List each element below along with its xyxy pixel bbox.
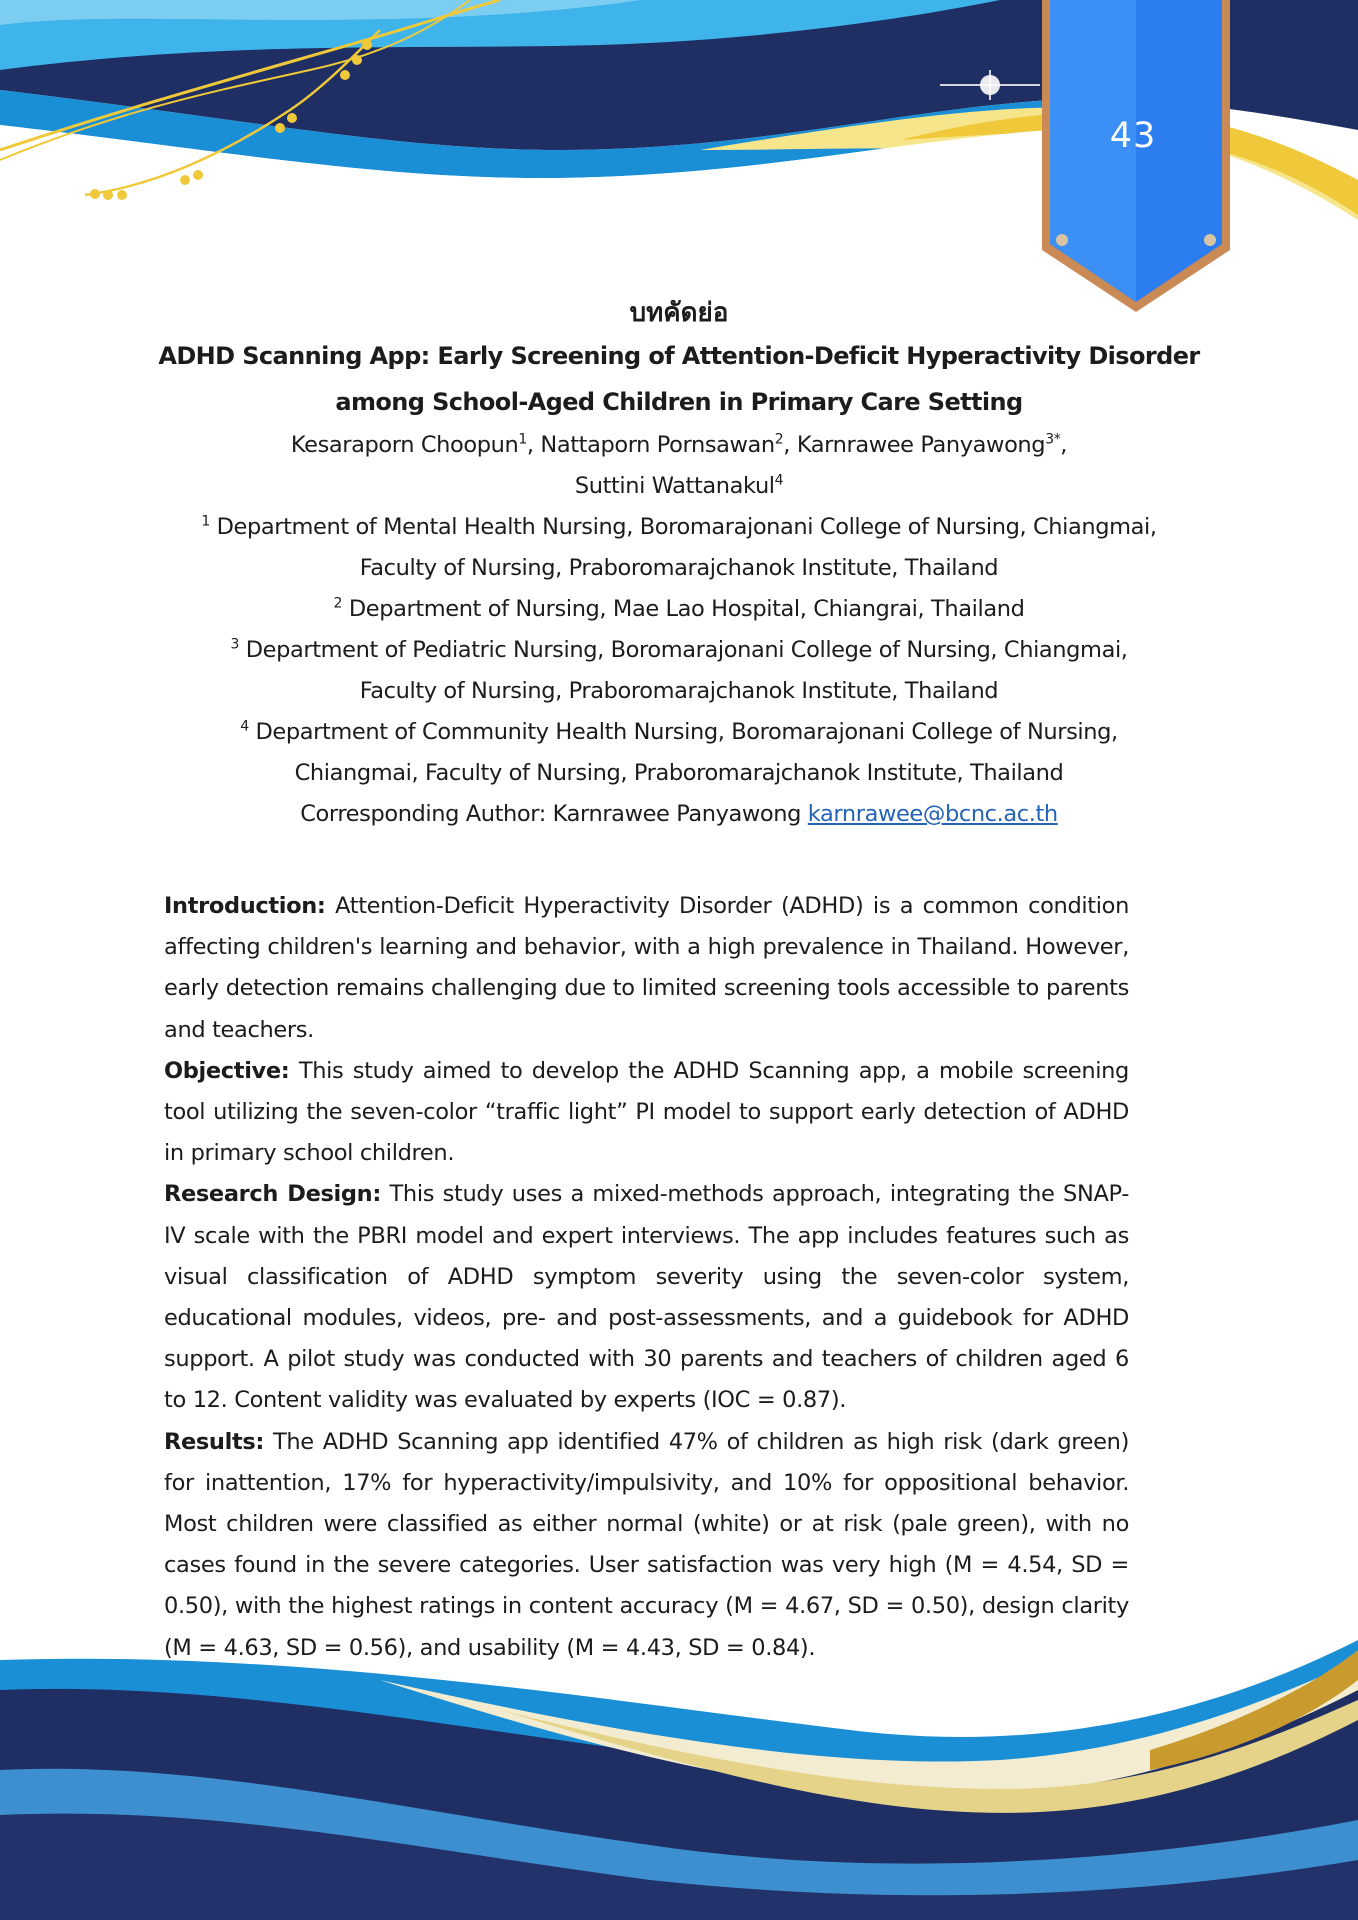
affiliation-4-line-1 — [150, 712, 1208, 753]
affiliation-text: Department of Nursing, Mae Lao Hospital, Chiangrai, Thailand — [348, 596, 1025, 622]
affiliation-text: Department of Pediatric Nursing, Boromarajonani College of Nursing, Chiangmai, — [245, 637, 1128, 663]
author-separator: , — [783, 432, 797, 458]
affiliation-3-line-1 — [150, 630, 1208, 671]
section-research-design — [164, 1174, 1129, 1421]
section-label: Research Design: — [164, 1181, 381, 1208]
author-affiliation-mark: 1 — [518, 431, 527, 448]
section-text: Attention-Deficit Hyperactivity Disorder (ADHD) is a common condition affecting children's learning and behavior, with a high prevalence in Thailand. However, early detection remains challenging due to limited screening tools accessible to parents and teachers. — [164, 893, 1129, 1043]
affiliation-text: Department of Mental Health Nursing, Boromarajonani College of Nursing, Chiangmai, — [216, 514, 1157, 540]
section-label: Objective: — [164, 1057, 290, 1084]
author-separator: , — [526, 432, 541, 458]
section-text: This study aimed to develop the ADHD Scanning app, a mobile screening tool utilizing the seven-color “traffic light” PI model to support early detection of ADHD in primary school children. — [164, 1057, 1129, 1167]
section-label: Results: — [164, 1428, 265, 1455]
affiliation-3-line-2: Faculty of Nursing, Praboromarajchanok Institute, Thailand — [359, 678, 999, 704]
corresponding-author-label: Corresponding Author: Karnrawee Panyawong — [300, 801, 802, 827]
section-introduction — [164, 886, 1129, 1051]
affiliation-mark: 4 — [240, 718, 249, 735]
author-name: Kesaraporn Choopun — [290, 432, 519, 458]
author-affiliation-mark: 4 — [774, 472, 784, 489]
affiliation-mark: 2 — [333, 595, 343, 612]
abstract-body — [164, 886, 1129, 1669]
affiliation-mark: 3 — [230, 636, 239, 653]
paper-title-line-2: among School-Aged Children in Primary Care Setting — [335, 388, 1023, 416]
affiliation-text: Department of Community Health Nursing, Boromarajonani College of Nursing, — [255, 719, 1118, 745]
author-name: Suttini Wattanakul — [574, 473, 775, 499]
author-name: Nattaporn Pornsawan — [540, 432, 775, 458]
paper-title-line-1: ADHD Scanning App: Early Screening of Attention-Deficit Hyperactivity Disorder — [158, 342, 1200, 370]
paper-header — [150, 293, 1208, 835]
author-affiliation-mark: 2 — [774, 431, 784, 448]
affiliation-mark: 1 — [201, 513, 210, 530]
section-text: This study uses a mixed-methods approach, integrating the SNAP-IV scale with the PBRI model and expert interviews. The app includes features such as visual classification of ADHD symptom severity using the seven-color system, educational modules, videos, pre- and post-assessments, and a guidebook for ADHD support. A pilot study was conducted with 30 parents and teachers of children aged 6 to 12. Content validity was evaluated by experts (IOC = 0.87). — [164, 1181, 1129, 1414]
author-affiliation-mark: 3* — [1045, 431, 1061, 448]
section-label: Introduction: — [164, 893, 326, 919]
author-list-line-1 — [150, 425, 1208, 466]
author-name: Karnrawee Panyawong — [796, 432, 1046, 458]
affiliation-2-line-1 — [150, 589, 1208, 630]
page-number-ribbon — [1038, 0, 1234, 316]
footer-wave-decoration — [0, 1620, 1358, 1920]
author-separator: , — [1060, 432, 1068, 458]
section-heading-thai: บทคัดย่อ — [629, 298, 729, 328]
corresponding-email-link[interactable]: karnrawee@bcnc.ac.th — [807, 801, 1058, 827]
section-objective — [164, 1051, 1129, 1175]
affiliation-1-line-2: Faculty of Nursing, Praboromarajchanok Institute, Thailand — [359, 555, 999, 581]
section-text: The ADHD Scanning app identified 47% of children as high risk (dark green) for inattention, 17% for hyperactivity/impulsivity, and 10% for oppositional behavior. Most children were classified as either normal (white) or at risk (pale green), with no cases found in the severe categories. User satisfaction was very high (M = 4.54, SD = 0.50), with the highest ratings in content accuracy (M = 4.67, SD = 0.50), design clarity (M = 4.63, SD = 0.56), and usability (M = 4.43, SD = 0.84). — [164, 1428, 1130, 1661]
page-number: 43 — [1109, 116, 1157, 156]
affiliation-1-line-1 — [150, 507, 1208, 548]
affiliation-4-line-2: Chiangmai, Faculty of Nursing, Praboromarajchanok Institute, Thailand — [294, 760, 1064, 786]
corresponding-author — [150, 794, 1208, 835]
author-list-line-2 — [150, 466, 1208, 507]
